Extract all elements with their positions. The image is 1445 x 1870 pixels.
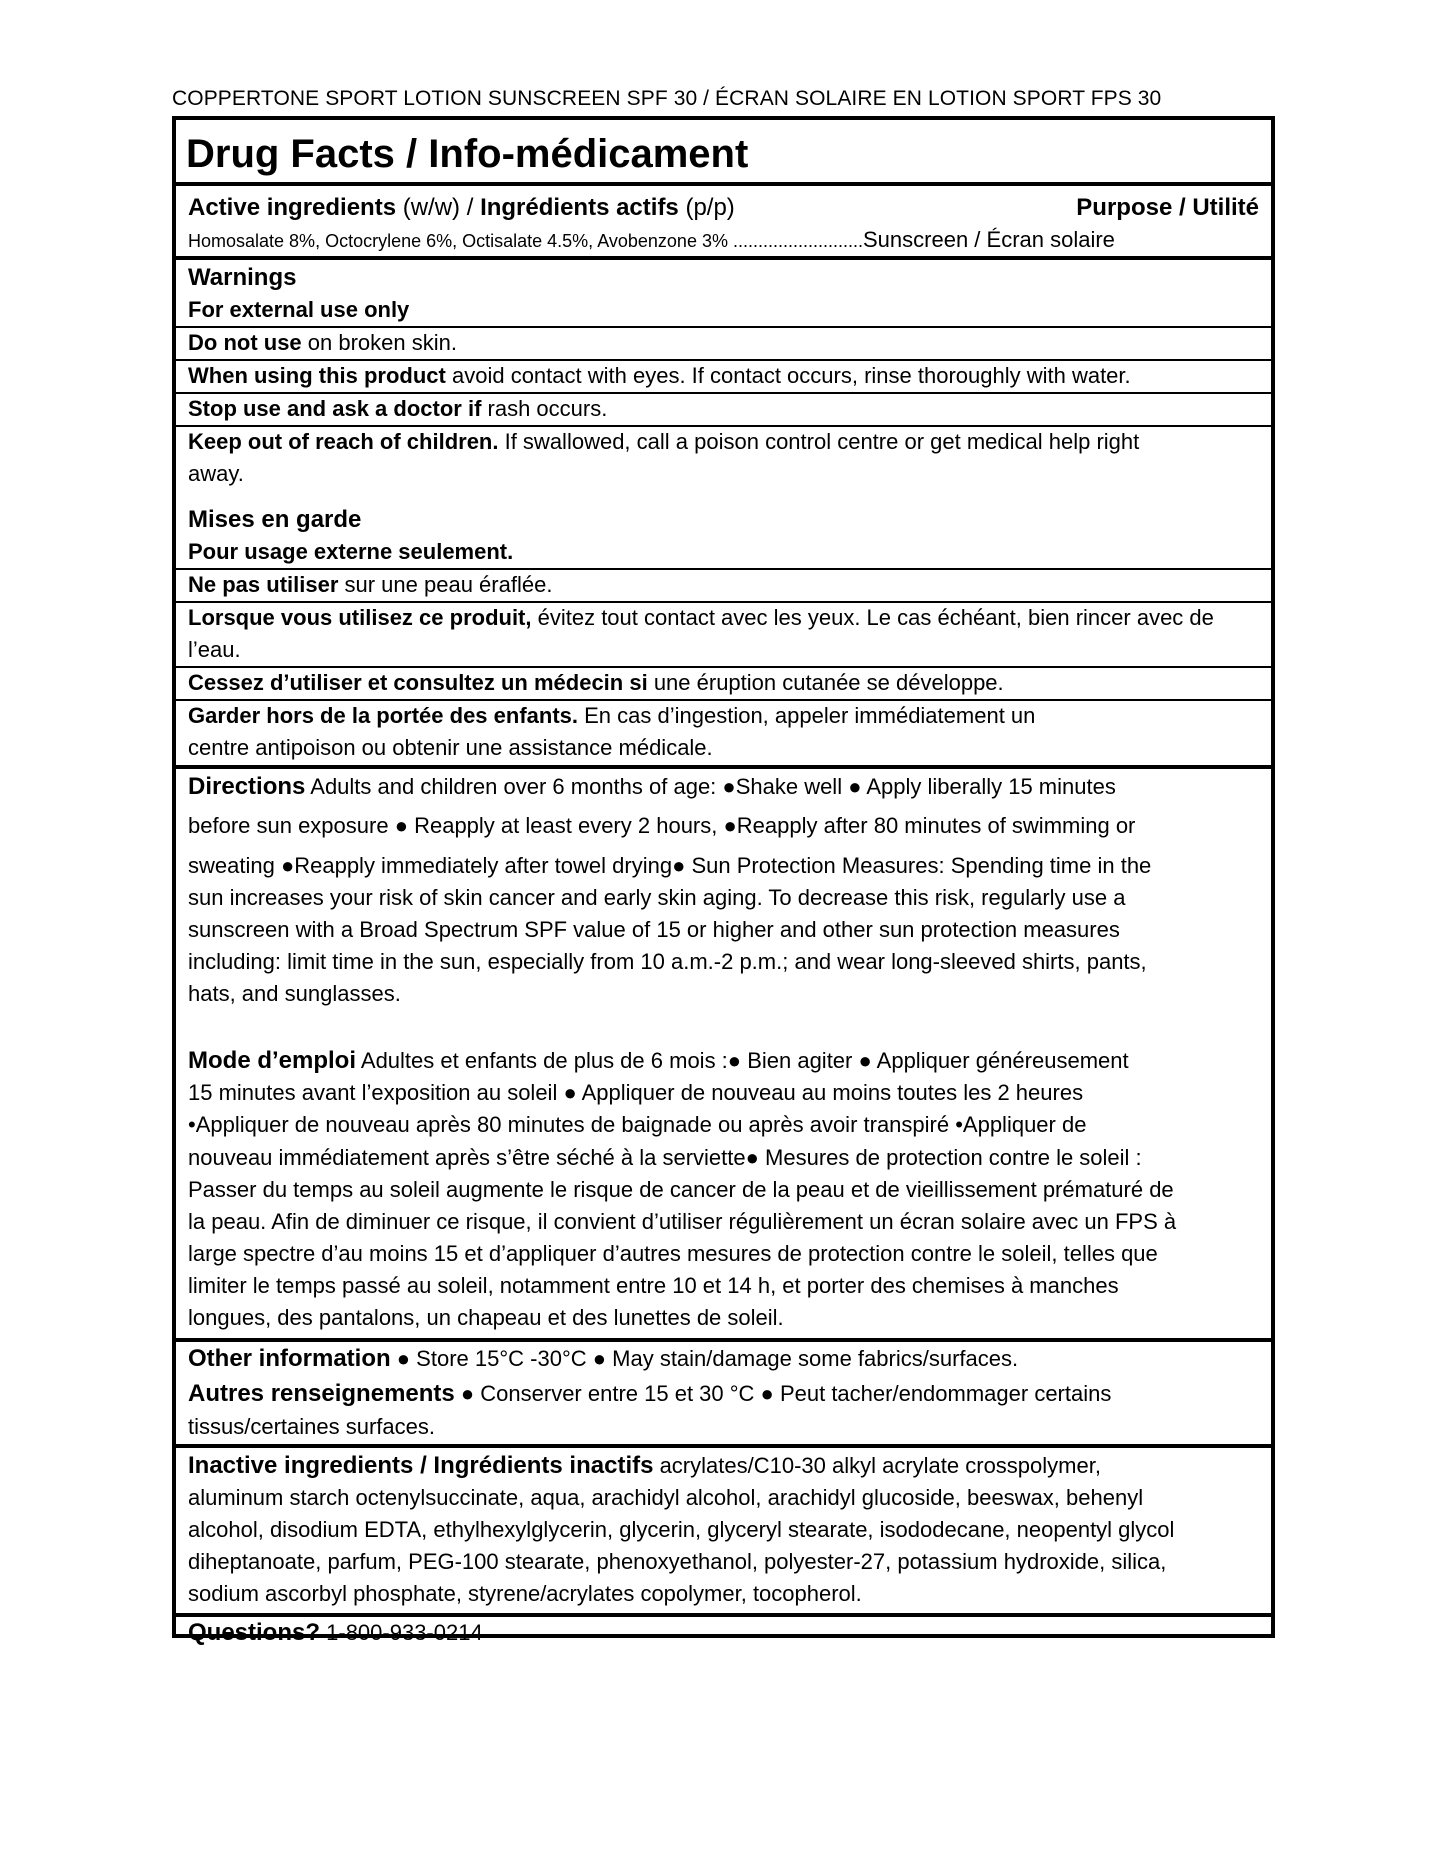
mises-ne-pas-utiliser: Ne pas utiliser sur une peau éraflée.	[188, 572, 553, 597]
other-information: Other information ● Store 15°C -30°C ● May stain/damage some fabrics/surfaces.	[188, 1345, 1019, 1372]
divider	[176, 666, 1271, 668]
mises-garder: Garder hors de la portée des enfants. En cas d’ingestion, appeler immédiatement un	[188, 703, 1036, 728]
mises-lorsque-cont: l’eau.	[188, 637, 241, 662]
product-header: COPPERTONE SPORT LOTION SUNSCREEN SPF 30 / ÉCRAN SOLAIRE EN LOTION SPORT FPS 30	[172, 87, 1162, 110]
divider	[176, 359, 1271, 361]
divider	[176, 601, 1271, 603]
warnings-heading: Warnings	[188, 264, 297, 291]
mode-emploi-line: longues, des pantalons, un chapeau et des lunettes de soleil.	[188, 1305, 784, 1330]
mode-emploi-line: nouveau immédiatement après s’être séché à la serviette● Mesures de protection contre le soleil :	[188, 1145, 1142, 1170]
warning-keep-out-cont: away.	[188, 461, 244, 486]
divider	[176, 1338, 1271, 1342]
mode-emploi-line: large spectre d’au moins 15 et d’appliquer d’autres mesures de protection contre le soleil, telles que	[188, 1241, 1158, 1266]
divider	[176, 1613, 1271, 1617]
mises-garder-cont: centre antipoison ou obtenir une assistance médicale.	[188, 735, 713, 760]
divider	[176, 326, 1271, 328]
inactive-ingredients-line: sodium ascorbyl phosphate, styrene/acrylates copolymer, tocopherol.	[188, 1581, 862, 1606]
warning-do-not-use: Do not use on broken skin.	[188, 330, 457, 355]
directions-line: including: limit time in the sun, especially from 10 a.m.-2 p.m.; and wear long-sleeved shirts, pants,	[188, 949, 1147, 974]
mode-emploi-line: •Appliquer de nouveau après 80 minutes de baignade ou après avoir transpiré •Appliquer de	[188, 1112, 1087, 1137]
mode-emploi-line: 15 minutes avant l’exposition au soleil ● Appliquer de nouveau au moins toutes les 2 heures	[188, 1080, 1084, 1105]
divider	[176, 392, 1271, 394]
mode-emploi-line: Passer du temps au soleil augmente le risque de cancer de la peau et de vieillissement prématuré de	[188, 1177, 1174, 1202]
warning-external-use: For external use only	[188, 297, 410, 322]
drug-facts-panel	[172, 116, 1275, 1646]
inactive-ingredients-line: Inactive ingredients / Ingrédients inactifs acrylates/C10-30 alkyl acrylate crosspolymer,	[188, 1452, 1101, 1479]
divider	[176, 568, 1271, 570]
drug-facts-title: Drug Facts / Info-médicament	[186, 132, 749, 176]
warning-stop-use: Stop use and ask a doctor if rash occurs.	[188, 396, 608, 421]
mises-cessez: Cessez d’utiliser et consultez un médecin si une éruption cutanée se développe.	[188, 670, 1004, 695]
warning-keep-out: Keep out of reach of children. If swallowed, call a poison control centre or get medical help right	[188, 429, 1140, 454]
mode-emploi-line: la peau. Afin de diminuer ce risque, il convient d’utiliser régulièrement un écran solaire avec un FPS à	[188, 1209, 1177, 1234]
directions-line: sweating ●Reapply immediately after towel drying● Sun Protection Measures: Spending time in the	[188, 853, 1152, 878]
directions-line: sunscreen with a Broad Spectrum SPF value of 15 or higher and other sun protection measures	[188, 917, 1120, 942]
active-ingredients-line: Homosalate 8%, Octocrylene 6%, Octisalate 4.5%, Avobenzone 3% ..........................Sunscreen / Écran solaire	[188, 227, 1115, 252]
inactive-ingredients-line: diheptanoate, parfum, PEG-100 stearate, phenoxyethanol, polyester-27, potassium hydroxide, silica,	[188, 1549, 1167, 1574]
divider	[176, 699, 1271, 701]
directions-line: before sun exposure ● Reapply at least every 2 hours, ●Reapply after 80 minutes of swimming or	[188, 813, 1136, 838]
divider	[176, 425, 1271, 427]
divider	[176, 1444, 1271, 1448]
mises-en-garde-heading: Mises en garde	[188, 506, 362, 533]
mises-lorsque: Lorsque vous utilisez ce produit, évitez tout contact avec les yeux. Le cas échéant, bien rincer avec de	[188, 605, 1214, 630]
warning-when-using: When using this product avoid contact with eyes. If contact occurs, rinse thoroughly with water.	[188, 363, 1131, 388]
autres-renseignements: Autres renseignements ● Conserver entre 15 et 30 °C ● Peut tacher/endommager certains	[188, 1380, 1112, 1407]
directions-line: sun increases your risk of skin cancer and early skin aging. To decrease this risk, regularly use a	[188, 885, 1126, 910]
divider	[176, 182, 1271, 186]
inactive-ingredients-line: alcohol, disodium EDTA, ethylhexylglycerin, glycerin, glyceryl stearate, isododecane, neopentyl glycol	[188, 1517, 1175, 1542]
mises-usage-externe: Pour usage externe seulement.	[188, 539, 514, 564]
directions-line: hats, and sunglasses.	[188, 981, 401, 1006]
inactive-ingredients-line: aluminum starch octenylsuccinate, aqua, arachidyl alcohol, arachidyl glucoside, beeswax, behenyl	[188, 1485, 1144, 1510]
purpose-heading: Purpose / Utilité	[1076, 194, 1259, 221]
divider	[176, 765, 1271, 769]
mode-emploi-line: Mode d’emploi Adultes et enfants de plus de 6 mois :● Bien agiter ● Appliquer généreusement	[188, 1047, 1129, 1074]
autres-renseignements-cont: tissus/certaines surfaces.	[188, 1414, 435, 1439]
mode-emploi-line: limiter le temps passé au soleil, notamment entre 10 et 14 h, et porter des chemises à manches	[188, 1273, 1119, 1298]
directions-line: Directions Adults and children over 6 months of age: ●Shake well ● Apply liberally 15 minutes	[188, 773, 1116, 800]
active-ingredients-heading: Active ingredients (w/w) / Ingrédients actifs (p/p)	[188, 194, 735, 221]
divider	[176, 256, 1271, 260]
questions-line: Questions? 1-800-933-0214	[188, 1619, 483, 1646]
